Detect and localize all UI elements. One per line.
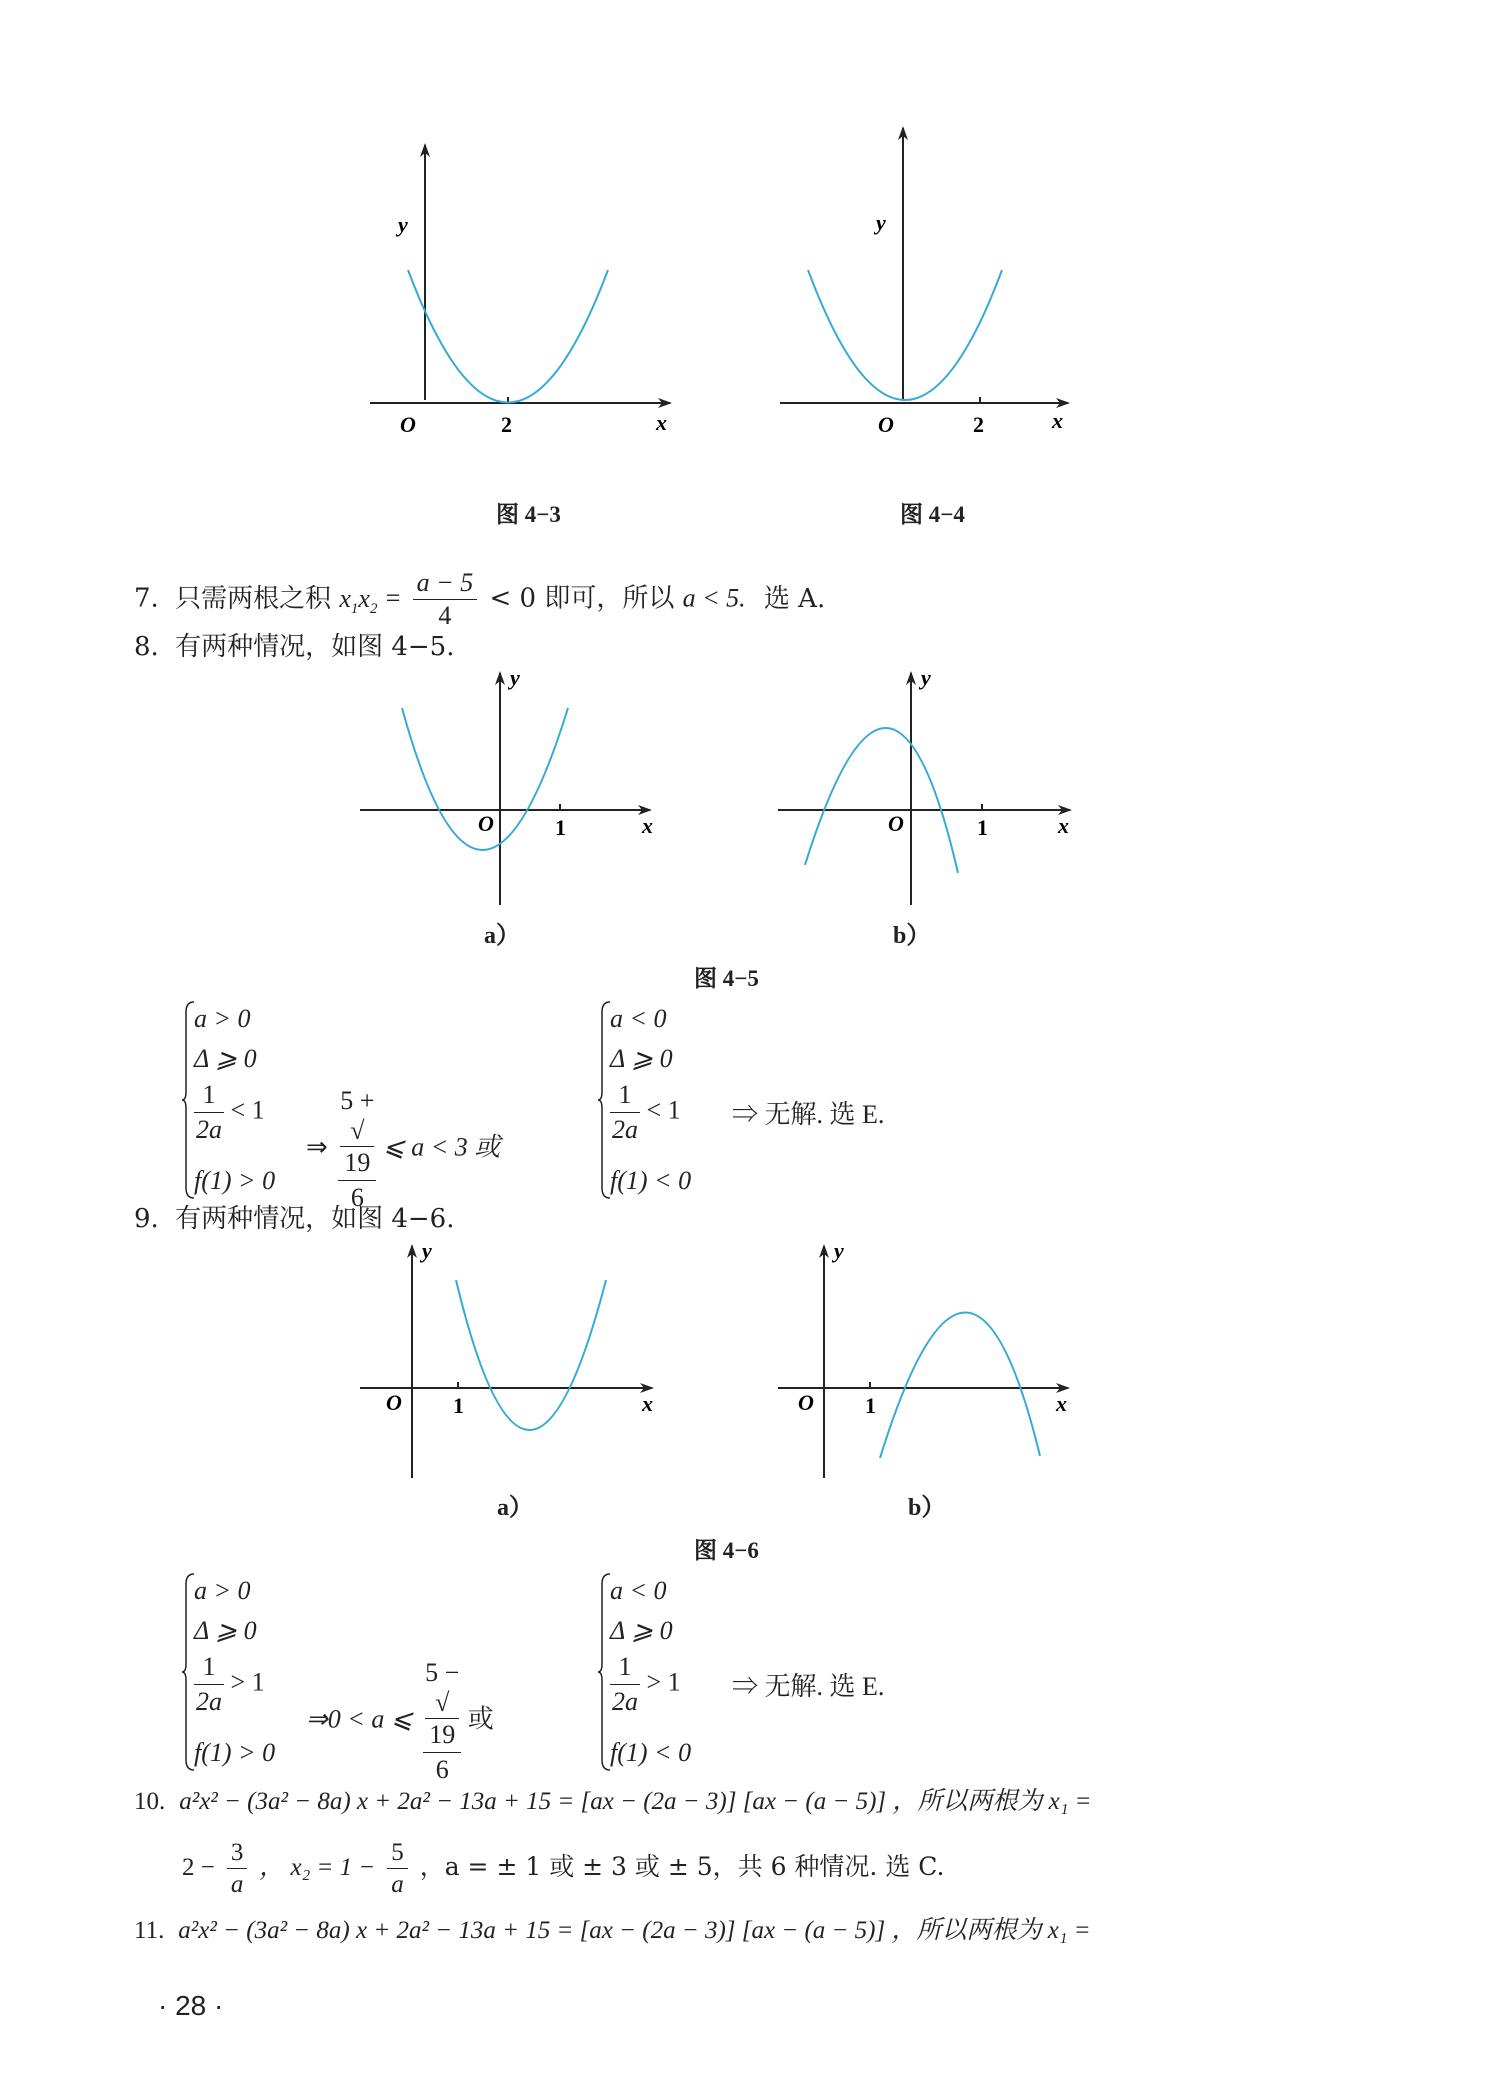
y-label: y [834, 1238, 844, 1263]
x-label: x [656, 410, 667, 435]
origin-label: O [888, 811, 904, 836]
fraction: $\frac{5}{a}$ [387, 1840, 408, 1897]
x-label: x [1058, 813, 1069, 838]
figure-4-5b [770, 665, 1090, 915]
item-11: 11. a²x² − (3a² − 8a) x + 2a² − 13a + 15 = [ax − (2a − 3)] [ax − (a − 5)] ，所以两根为 x₁ = [134, 1917, 1091, 1944]
figure-4-6a [350, 1238, 670, 1498]
figure-4-5a [350, 665, 670, 915]
subfigure-label: a） [497, 1495, 533, 1521]
item-10: 10. a²x² − (3a² − 8a) x + 2a² − 13a + 15 = [ax − (2a − 3)] [ax − (a − 5)] ，所以两根为 x₁ = [134, 1788, 1092, 1815]
figure-caption: 图 4−4 [900, 502, 965, 527]
figure-caption: 图 4−3 [496, 502, 561, 527]
parabola-curve [808, 270, 1002, 400]
y-label: y [510, 665, 520, 690]
system-of-inequalities: a > 0 Δ ⩾ 0 $\frac{1}{2a}$ < 1 f(1) > 0 ⇒ 5 + √ 19 6 ⩽ a < 3 或 a < 0 Δ ⩾ 0 $\frac{1}{2a}$ < 1 f(1) < 0 ⇒ 无解. 选 E. [182, 1000, 942, 1200]
conclusion: ⇒ 无解. 选 E. [732, 1100, 885, 1129]
figure-caption: 图 4−6 [694, 1538, 759, 1563]
figure-caption: 图 4−5 [694, 966, 759, 991]
subfigure-label: a） [484, 923, 520, 949]
origin-label: O [798, 1390, 814, 1415]
tick-label: 1 [865, 1393, 876, 1418]
result: ⇒ 5 + √ 19 6 ⩽ a < 3 或 [306, 1086, 501, 1212]
origin-label: O [478, 811, 494, 836]
x-label: x [1056, 1391, 1067, 1416]
parabola-curve [880, 1312, 1040, 1458]
origin-label: O [400, 412, 416, 437]
tick-label: 1 [555, 815, 566, 840]
result: ⇒0 < a ⩽ 5 − √ 19 6 或 [306, 1658, 494, 1784]
page-number: · 28 · [158, 1990, 224, 2021]
subfigure-label: b） [908, 1495, 946, 1521]
tick-label: 2 [973, 412, 984, 437]
figure-4-6b [770, 1238, 1090, 1498]
item-8: 8. 有两种情况，如图 4−5. [134, 632, 455, 662]
origin-label: O [878, 412, 894, 437]
y-label: y [921, 665, 931, 690]
fraction: $\frac{a - 5}{4}$ [413, 570, 478, 629]
item-7: 7. 只需两根之积 $x_1x_2$ = $\frac{a - 5}{4}$ < 0 即可，所以 a < 5. 选 A. [134, 568, 826, 630]
figure-4-4 [770, 200, 1090, 437]
fraction: $\frac{3}{a}$ [227, 1840, 248, 1897]
tick-label: 2 [501, 412, 512, 437]
parabola-curve [805, 728, 958, 873]
x-label: x [642, 813, 653, 838]
y-label: y [422, 1238, 432, 1263]
item-9: 9. 有两种情况，如图 4−6. [134, 1204, 455, 1234]
y-label: y [398, 212, 408, 237]
origin-label: O [386, 1390, 402, 1415]
parabola-curve [456, 1280, 606, 1430]
y-label: y [876, 210, 886, 235]
parabola-curve [408, 270, 608, 403]
tick-label: 1 [977, 815, 988, 840]
item-10-continued: 2 − $\frac{3}{a}$ ， x₂ = 1 − $\frac{5}{a}$ ，a = ± 1 或 ± 3 或 ± 5，共 6 种情况. 选 C. [182, 1839, 945, 1898]
x-label: x [642, 1391, 653, 1416]
subfigure-label: b） [893, 923, 931, 949]
conclusion: ⇒ 无解. 选 E. [732, 1672, 885, 1701]
tick-label: 1 [453, 1393, 464, 1418]
x-label: x [1052, 408, 1063, 433]
figure-4-3 [360, 200, 680, 437]
system-of-inequalities: a > 0 Δ ⩾ 0 $\frac{1}{2a}$ > 1 f(1) > 0 ⇒0 < a ⩽ 5 − √ 19 6 或 a < 0 Δ ⩾ 0 $\frac{1}{2a}$ > 1 f(1) < 0 ⇒ 无解. 选 E. [182, 1572, 942, 1772]
